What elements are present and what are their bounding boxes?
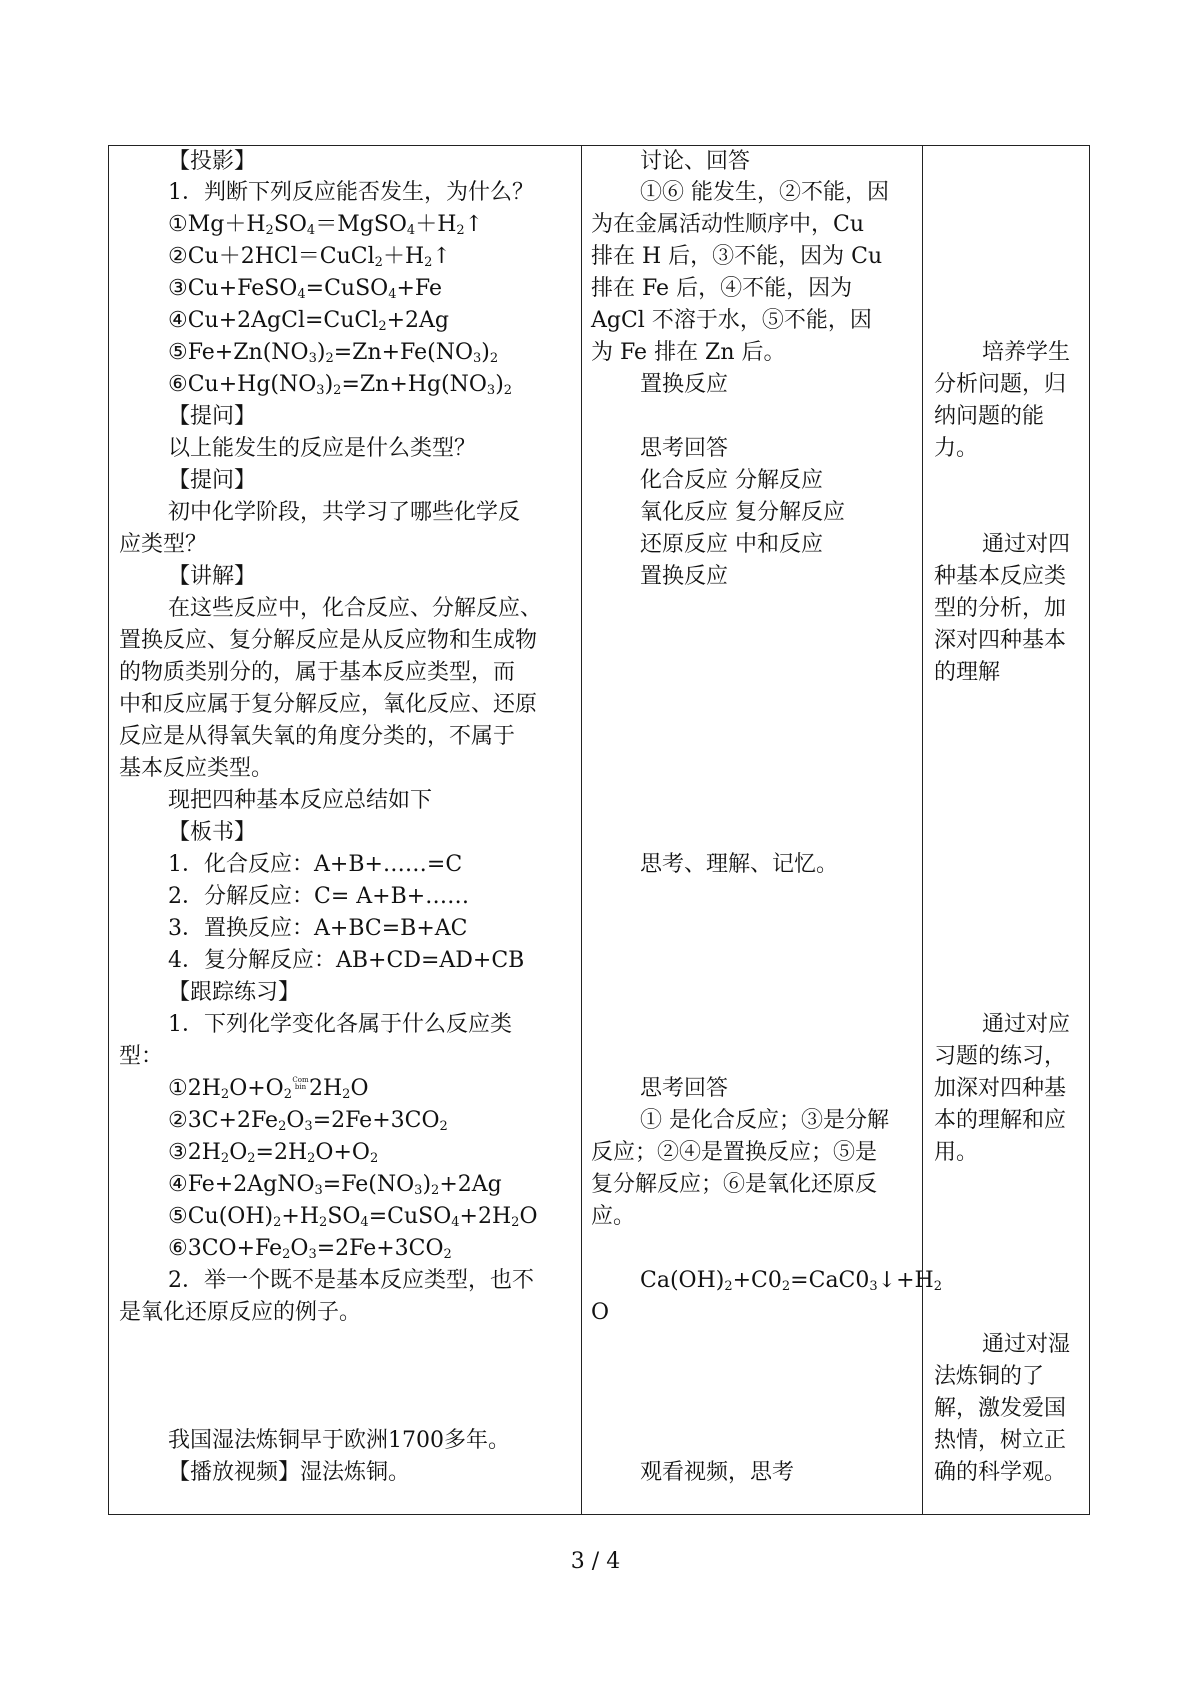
paragraph-line: 在这些反应中，化合反应、分解反应、 [168, 596, 543, 621]
paragraph-line: 是氧化还原反应的例子。 [119, 1300, 362, 1325]
student-line: O [591, 1300, 610, 1325]
student-line: 观看视频，思考 [640, 1460, 795, 1485]
student-line: 还原反应 中和反应 [640, 532, 823, 557]
intent-line: 通过对应 [982, 1012, 1071, 1037]
student-line: 应。 [591, 1204, 636, 1229]
exercise-6: $⑥3CO+Fe_2O_3=2Fe+3CO_2$ [168, 1236, 452, 1262]
student-line: 置换反应 [640, 564, 729, 589]
intent-line: 解，激发爱国 [934, 1396, 1067, 1421]
reaction-3: ③Cu+FeSO$_4$=CuSO$_4$+Fe [168, 276, 442, 302]
paragraph-line: 初中化学阶段，共学习了哪些化学反 [168, 500, 521, 525]
paragraph-line: 中和反应属于复分解反应，氧化反应、还原 [119, 692, 538, 717]
intent-line: 纳问题的能 [934, 404, 1045, 429]
intent-line: 深对四种基本 [934, 628, 1067, 653]
intent-line: 力。 [934, 436, 979, 461]
paragraph-line: 我国湿法炼铜早于欧洲1700多年。 [168, 1428, 510, 1453]
exercise-3: $③2H_2O_2=2H_2O+O_2$ [168, 1140, 379, 1166]
intent-line: 本的理解和应 [934, 1108, 1067, 1133]
paragraph-line: 现把四种基本反应总结如下 [168, 788, 433, 813]
exercise-4: $④Fe+2AgNO_3=Fe(NO_3)_2+2Ag$ [168, 1172, 502, 1198]
student-line: 为在金属活动性顺序中，Cu [591, 212, 865, 237]
heading-practice: 【跟踪练习】 [168, 980, 301, 1005]
reaction-4: ④Cu+2AgCl=CuCl$_2$+2Ag [168, 308, 449, 334]
intent-line: 热情，树立正 [934, 1428, 1067, 1453]
paragraph-line: 型： [119, 1044, 164, 1069]
student-line: AgCl 不溶于水，⑤不能，因 [591, 308, 872, 333]
intent-line: 种基本反应类 [934, 564, 1067, 589]
student-line: 为 Fe 排在 Zn 后。 [591, 340, 786, 365]
rule-decomposition: 2．分解反应：C= A+B+…… [168, 884, 470, 909]
paragraph-line: 以上能发生的反应是什么类型？ [168, 436, 477, 461]
intent-line: 法炼铜的了 [934, 1364, 1045, 1389]
intent-line: 培养学生 [982, 340, 1071, 365]
heading-board: 【板书】 [168, 820, 257, 845]
reaction-6: $⑥Cu+Hg(NO_3)_2=Zn+Hg(NO_3)_2$ [168, 372, 513, 398]
paragraph-line: 基本反应类型。 [119, 756, 274, 781]
reaction-2: $②Cu+2HCl=CuCl_2+H_2↑$ [168, 244, 451, 270]
paragraph-line: 的物质类别分的，属于基本反应类型，而 [119, 660, 516, 685]
page-number: 3 / 4 [570, 1549, 621, 1574]
student-line: 讨论、回答 [640, 149, 751, 174]
rule-combination: 1．化合反应：A+B+……=C [168, 852, 463, 877]
intent-line: 通过对湿 [982, 1332, 1071, 1357]
exercise-1: $①2H_2O+O_2Com$ bin $2H_2O$ [168, 1076, 369, 1102]
exercise-2: $②3C+2Fe_2O_3=2Fe+3CO_2$ [168, 1108, 448, 1134]
intent-line: 的理解 [934, 660, 1001, 685]
reaction-1: $①Mg+H_2SO_4=MgSO_4+H_2↑$ [168, 212, 484, 238]
heading-question: 【提问】 [168, 468, 257, 493]
heading-question: 【提问】 [168, 404, 257, 429]
paragraph-line: 1．下列化学变化各属于什么反应类 [168, 1012, 512, 1037]
intent-line: 习题的练习， [934, 1044, 1067, 1069]
column-divider [922, 146, 923, 1514]
question-text: 1．判断下列反应能否发生，为什么？ [168, 180, 534, 205]
student-line: 排在 Fe 后，④不能，因为 [591, 276, 853, 301]
intent-line: 分析问题，归 [934, 372, 1067, 397]
column-divider [581, 146, 582, 1514]
intent-line: 加深对四种基 [934, 1076, 1067, 1101]
rule-double-displacement: 4．复分解反应：AB+CD=AD+CB [168, 948, 525, 973]
student-line: 思考回答 [640, 436, 729, 461]
paragraph-line: 反应是从得氧失氧的角度分类的，不属于 [119, 724, 516, 749]
student-line: 思考回答 [640, 1076, 729, 1101]
paragraph-line: 置换反应、复分解反应是从反应物和生成物 [119, 628, 538, 653]
student-line: 复分解反应；⑥是氧化还原反 [591, 1172, 878, 1197]
paragraph-line: 2．举一个既不是基本反应类型，也不 [168, 1268, 534, 1293]
student-line: 化合反应 分解反应 [640, 468, 823, 493]
heading-video: 【播放视频】湿法炼铜。 [168, 1460, 411, 1485]
equation-example: $Ca(OH)_2+C0_2=CaC0_3↓+H_2$ [640, 1268, 943, 1294]
intent-line: 型的分析，加 [934, 596, 1067, 621]
student-line: 排在 H 后，③不能，因为 Cu [591, 244, 883, 269]
intent-line: 用。 [934, 1140, 979, 1165]
intent-line: 通过对四 [982, 532, 1071, 557]
student-line: ①⑥ 能发生，②不能，因 [640, 180, 889, 205]
student-line: 氧化反应 复分解反应 [640, 500, 845, 525]
exercise-5: $⑤Cu(OH)_2+H_2SO_4=CuSO_4+2H_2O$ [168, 1204, 538, 1230]
student-line: ① 是化合反应；③是分解 [640, 1108, 889, 1133]
student-line: 置换反应 [640, 372, 729, 397]
rule-displacement: 3．置换反应：A+BC=B+AC [168, 916, 468, 941]
heading-explain: 【讲解】 [168, 564, 257, 589]
heading-projection: 【投影】 [168, 149, 257, 174]
intent-line: 确的科学观。 [934, 1460, 1067, 1485]
student-line: 反应；②④是置换反应；⑤是 [591, 1140, 878, 1165]
student-line: 思考、理解、记忆。 [640, 852, 839, 877]
paragraph-line: 应类型？ [119, 532, 208, 557]
reaction-5: $⑤Fe+Zn(NO_3)_2=Zn+Fe(NO_3)_2$ [168, 340, 499, 366]
